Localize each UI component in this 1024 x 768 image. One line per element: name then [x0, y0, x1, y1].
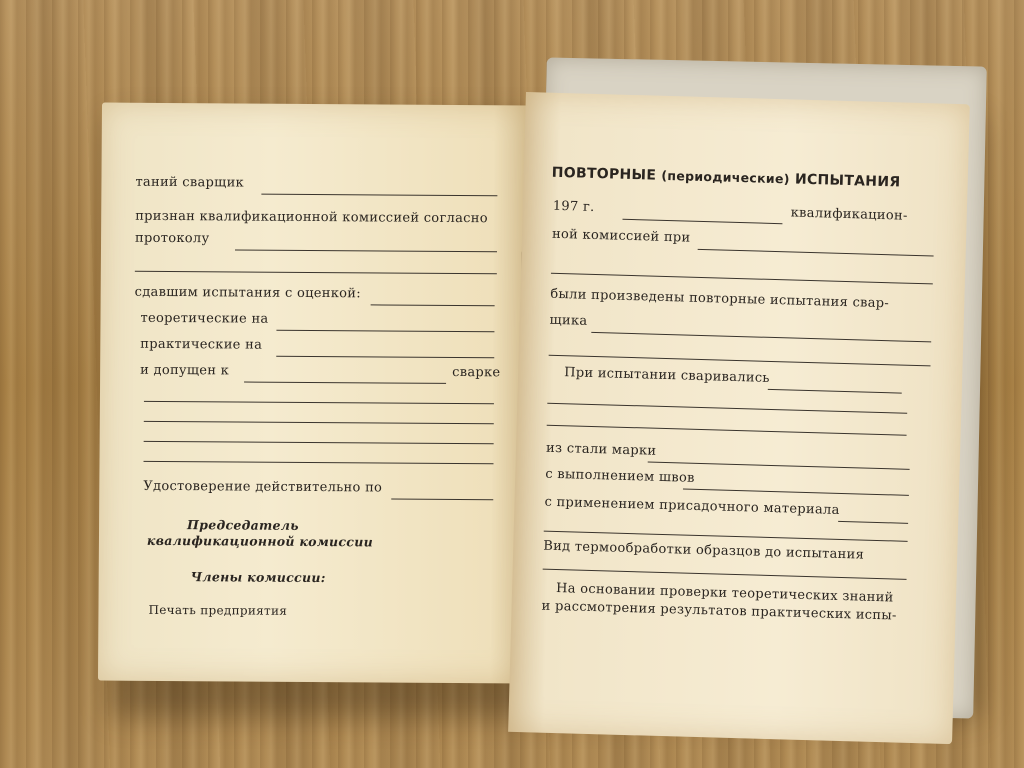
basis-text: На основании проверки теоретических знаний [555, 581, 894, 606]
admitted-line [244, 382, 446, 384]
commission-label: квалификационной комиссии [146, 532, 374, 550]
grades-line [371, 304, 495, 306]
seal-label: Печать предприятия [148, 602, 288, 618]
blank-line-3 [144, 441, 494, 444]
welder-label-right: щика [549, 312, 588, 329]
commission-at-label: ной комиссией при [551, 226, 691, 246]
welder-name-line [261, 194, 497, 197]
qualification-label: квалификацион- [790, 205, 908, 224]
validity-label: Удостоверение действительно по [143, 478, 383, 496]
year-line [622, 219, 782, 224]
welded-line [768, 389, 902, 394]
title-part-1: ПОВТОРНЫЕ [551, 164, 657, 184]
heat-treatment-label: Вид термообработки образцов до испытания [543, 538, 865, 563]
title-part-2: (периодические) [661, 167, 790, 187]
validity-line [391, 499, 493, 501]
practice-label: практические на [140, 336, 263, 353]
welded-line-3 [547, 425, 907, 436]
commission-line-2 [551, 273, 933, 285]
page-title [552, 165, 901, 191]
protocol-line [235, 249, 497, 252]
right-page [508, 92, 970, 744]
repeat-tests-text: были произведены повторные испытания свар- [550, 286, 890, 312]
members-label: Члены комиссии: [190, 569, 326, 586]
theory-line [276, 330, 494, 333]
admitted-label: и допущен к [140, 362, 230, 379]
welder-line-right-2 [549, 355, 931, 367]
seams-label: с выполнением швов [545, 466, 695, 486]
recognized-text: признан квалификационной комиссией согласно [135, 208, 488, 227]
blank-line-2 [144, 421, 494, 424]
welded-line-2 [547, 403, 907, 414]
heat-treatment-line [543, 569, 907, 580]
welder-label: таний сварщик [135, 174, 245, 191]
welding-label: сварке [452, 364, 501, 381]
chairman-label: Председатель [187, 517, 299, 533]
blank-line-4 [144, 461, 494, 464]
protocol-label: протоколу [135, 230, 210, 247]
filler-line [838, 521, 908, 524]
results-text: и рассмотрения результатов практических испы- [541, 598, 897, 624]
steel-grade-line [648, 462, 910, 470]
year-label: 197 г. [552, 198, 595, 215]
grades-label: сдавшим испытания с оценкой: [134, 284, 362, 302]
welded-label: При испытании сваривались [563, 365, 770, 386]
practice-line [276, 356, 494, 359]
blank-line-1 [144, 401, 494, 404]
welder-line-right [591, 332, 931, 342]
steel-grade-label: из стали марки [545, 440, 657, 459]
title-part-3: ИСПЫТАНИЯ [794, 171, 901, 191]
theory-label: теоретические на [140, 310, 269, 327]
left-page [98, 103, 528, 684]
seams-line [683, 489, 909, 496]
commission-line [698, 249, 934, 257]
filler-label: с применением присадочного материала [544, 494, 840, 518]
protocol-line-2 [135, 271, 497, 275]
